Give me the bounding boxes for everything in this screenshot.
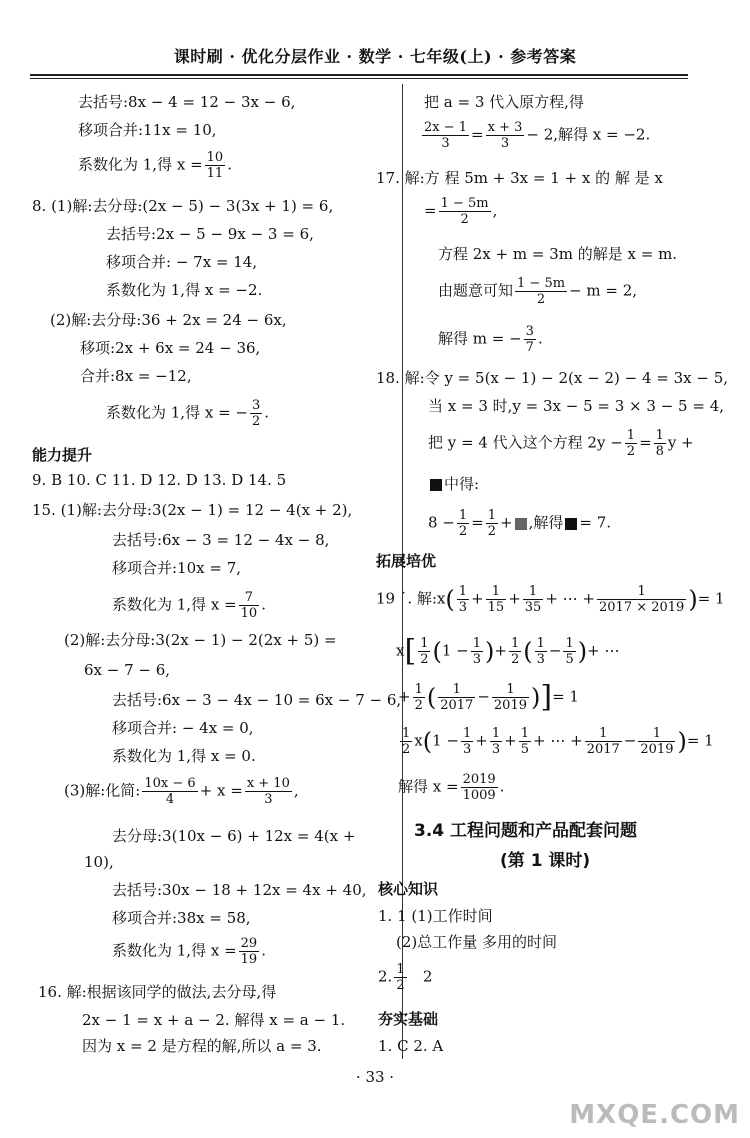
text-line: 方程 2x + m = 3m 的解是 x = m. — [438, 245, 678, 263]
fraction-line: 2. $\frac{1}{2}$ 2 — [378, 962, 433, 993]
fraction-line: 系数化为 1,得 x = $\frac{29}{19}$ . — [112, 936, 266, 967]
fraction-line: 系数化为 1,得 x = − $\frac{3}{2}$ . — [106, 398, 270, 429]
page-header: 课时刷 · 优化分层作业 · 数学 · 七年级(上) · 参考答案 — [173, 47, 577, 66]
black-square-icon — [565, 518, 577, 530]
text-line: 6x − 7 − 6, — [84, 661, 171, 679]
fraction-line: 把 y = 4 代入这个方程 2y − $\frac{1}{2}$ = $\frac{1}{8}$ y + — [428, 428, 694, 459]
fraction-line: 8 − $\frac{1}{2}$ = $\frac{1}{2}$ + ,解得 = 7. — [428, 508, 612, 539]
fraction-line: 解得 m = − $\frac{3}{7}$ . — [438, 324, 543, 355]
text-line: 移项:2x + 6x = 24 − 36, — [80, 339, 261, 357]
question-19-line: 19 ˙. 解:x( $\frac{1}{3}$ + $\frac{1}{15}$ + $\frac{1}{35}$ + ⋯ + $\frac{1}{2017 \times 2019}$ )= 1 — [376, 584, 725, 615]
section-heading: 夯实基础 — [378, 1010, 439, 1028]
text-line: 去括号:6x − 3 − 4x − 10 = 6x − 7 − 6, — [112, 691, 402, 709]
fraction-line: $\frac{2x - 1}{3}$ = $\frac{x + 3}{3}$ − 2,解得 x = −2. — [424, 120, 651, 151]
text-line: 移项合并: − 7x = 14, — [106, 253, 258, 271]
watermark-logo: MXQE.COM — [569, 1100, 740, 1130]
text-line: 移项合并:11x = 10, — [78, 121, 217, 139]
text-line: 系数化为 1,得 x = −2. — [106, 281, 263, 299]
text-line: (2)解:去分母:36 + 2x = 24 − 6x, — [50, 311, 287, 329]
question-16-line: 16. 解:根据该同学的做法,去分母,得 — [38, 983, 277, 1001]
question-8-line: 8. (1)解:去分母:(2x − 5) − 3(3x + 1) = 6, — [32, 197, 334, 215]
text-line: 1. 1 (1)工作时间 — [378, 907, 493, 925]
header-rule — [30, 74, 688, 76]
question-18-line: 18. 解:令 y = 5(x − 1) − 2(x − 2) − 4 = 3x − 5, — [376, 369, 729, 387]
answer-line: 1. C 2. A — [378, 1037, 444, 1055]
gray-square-icon — [515, 518, 527, 530]
text-line: 把 a = 3 代入原方程,得 — [424, 93, 584, 111]
text-line: 2x − 1 = x + a − 2. 解得 x = a − 1. — [82, 1011, 346, 1029]
fraction-line: = $\frac{1 - 5m}{2}$ , — [424, 196, 498, 227]
text-line: (2)总工作量 多用的时间 — [396, 933, 558, 951]
text-line: 移项合并: − 4x = 0, — [112, 719, 254, 737]
section-heading: 能力提升 — [32, 446, 93, 464]
fraction-line: 系数化为 1,得 x = $\frac{10}{11}$ . — [78, 150, 232, 181]
section-heading: 拓展培优 — [376, 552, 437, 570]
fraction-line: 解得 x = $\frac{2019}{1009}$ . — [398, 772, 505, 803]
section-title: 3.4 工程问题和产品配套问题 — [414, 821, 638, 841]
fraction-line: 由题意可知 $\frac{1 - 5m}{2}$ − m = 2, — [438, 276, 638, 307]
text-line: 中得: — [428, 474, 479, 494]
header-rule-thin — [30, 78, 688, 79]
text-line: 去分母:3(10x − 6) + 12x = 4(x + — [112, 827, 356, 845]
text-line: 系数化为 1,得 x = 0. — [112, 747, 256, 765]
section-heading: 核心知识 — [378, 880, 439, 898]
text-line: 移项合并:10x = 7, — [112, 559, 242, 577]
text-line: 去括号:2x − 5 − 9x − 3 = 6, — [106, 225, 314, 243]
math-line: x[ $\frac{1}{2}$ (1 − $\frac{1}{3}$ )+ $\frac{1}{2}$ ( $\frac{1}{3}$ − $\frac{1}{5}$ )+ ⋯ — [396, 633, 620, 669]
math-line: $\frac{1}{2}$ x(1 − $\frac{1}{3}$ + $\frac{1}{3}$ + $\frac{1}{5}$ + ⋯ + $\frac{1}{2017}$ − $\frac{1}{2019}$ )= 1 — [402, 726, 714, 757]
text-line: 移项合并:38x = 58, — [112, 909, 251, 927]
question-15-line: 15. (1)解:去分母:3(2x − 1) = 12 − 4(x + 2), — [32, 501, 353, 519]
fraction-line: (3)解:化简: $\frac{10x - 6}{4}$ + x = $\frac{x + 10}{3}$ , — [64, 776, 299, 807]
text-line: 当 x = 3 时,y = 3x − 5 = 3 × 3 − 5 = 4, — [428, 397, 725, 415]
text-line: 合并:8x = −12, — [80, 367, 192, 385]
text-line: 10), — [84, 853, 114, 871]
answer-line: 9. B 10. C 11. D 12. D 13. D 14. 5 — [32, 471, 287, 489]
page-number: · 33 · — [355, 1068, 395, 1086]
text-line: 去括号:30x − 18 + 12x = 4x + 40, — [112, 881, 367, 899]
text-line: (2)解:去分母:3(2x − 1) − 2(2x + 5) = — [64, 631, 337, 649]
section-subtitle: (第 1 课时) — [500, 851, 591, 871]
fraction-line: 系数化为 1,得 x = $\frac{7}{10}$ . — [112, 590, 266, 621]
question-17-line: 17. 解:方 程 5m + 3x = 1 + x 的 解 是 x — [376, 169, 663, 187]
black-square-icon — [430, 479, 442, 491]
text-line: 去括号:8x − 4 = 12 − 3x − 6, — [78, 93, 296, 111]
text-line: 去括号:6x − 3 = 12 − 4x − 8, — [112, 531, 330, 549]
math-line: + $\frac{1}{2}$ ( $\frac{1}{2017}$ − $\frac{1}{2019}$ )]= 1 — [398, 679, 579, 715]
text-line: 因为 x = 2 是方程的解,所以 a = 3. — [82, 1037, 322, 1055]
